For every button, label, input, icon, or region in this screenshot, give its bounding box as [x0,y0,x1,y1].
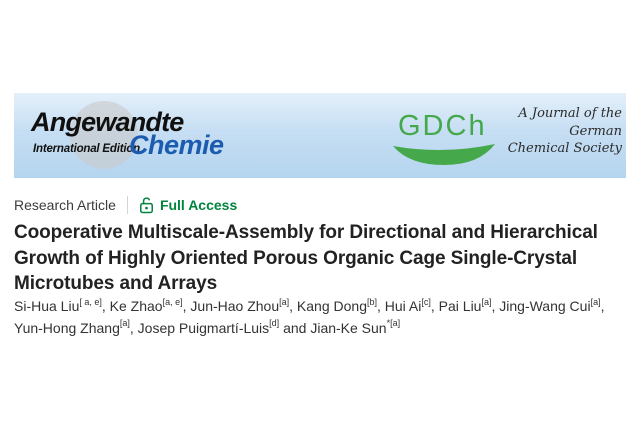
chemie-logo-text: Chemie [129,130,224,160]
tagline-line: A Journal of the [518,106,622,121]
author-separator: , [430,298,439,314]
author-name[interactable]: Jian-Ke Sun [310,319,387,336]
gdch-logo-text: GDCh [398,110,487,142]
author-name[interactable]: Josep Puigmartí-Luis [137,319,270,336]
access-label: Full Access [159,197,238,213]
article-meta-row [14,194,237,216]
author-affiliation-sup: [c] [421,296,431,307]
access-badge [139,196,237,214]
tagline-line: German [569,123,622,139]
author-list [14,296,628,339]
author-separator: , [491,298,500,314]
open-lock-icon [139,196,154,214]
author-affiliation-sup: [a, e] [162,296,183,307]
author-name[interactable]: Si-Hua Liu [14,298,80,314]
author-separator: , [600,298,605,314]
author-affiliation-sup: [a] [279,296,290,307]
gdch-bowl-icon [391,142,497,166]
author-separator: , [129,319,138,336]
author-separator: , [289,298,297,314]
author-affiliation-sup: [a] [590,296,601,307]
angewandte-logo-text: Angewandte [31,107,184,137]
article-type-label: Research Article [14,197,116,213]
author-affiliation-sup: [d] [269,318,280,329]
author-affiliation-sup: [a] [119,318,130,329]
author-separator: , [182,298,191,314]
author-separator: , [377,298,385,314]
tagline-line: Chemical Society [507,141,622,156]
journal-tagline [508,105,622,158]
author-name[interactable]: Kang Dong [296,298,367,314]
author-name[interactable]: Hui Ai [384,298,422,314]
author-name[interactable]: Jing-Wang Cui [499,298,591,314]
author-affiliation-sup: [a] [481,296,492,307]
meta-divider [127,196,128,214]
author-affiliation-sup: [ a, e] [79,296,102,307]
author-separator: , [101,298,110,314]
author-name[interactable]: Ke Zhao [109,298,163,314]
author-name[interactable]: Pai Liu [438,298,482,314]
journal-banner[interactable] [14,93,626,178]
author-separator: and [279,319,311,336]
author-name[interactable]: Jun-Hao Zhou [190,298,280,314]
author-affiliation-sup: [b] [366,296,377,307]
article-title: Cooperative Multiscale-Assembly for Directional and Hierarchical Growth of Highly Oriented Porous Organic Cage Single-Crystal Microtubes and Arrays [14,222,598,294]
international-edition-label: International Edition [33,143,140,155]
author-affiliation-sup: *[a] [386,318,401,329]
author-name[interactable]: Yun-Hong Zhang [14,319,120,336]
gdch-logo [382,93,522,178]
